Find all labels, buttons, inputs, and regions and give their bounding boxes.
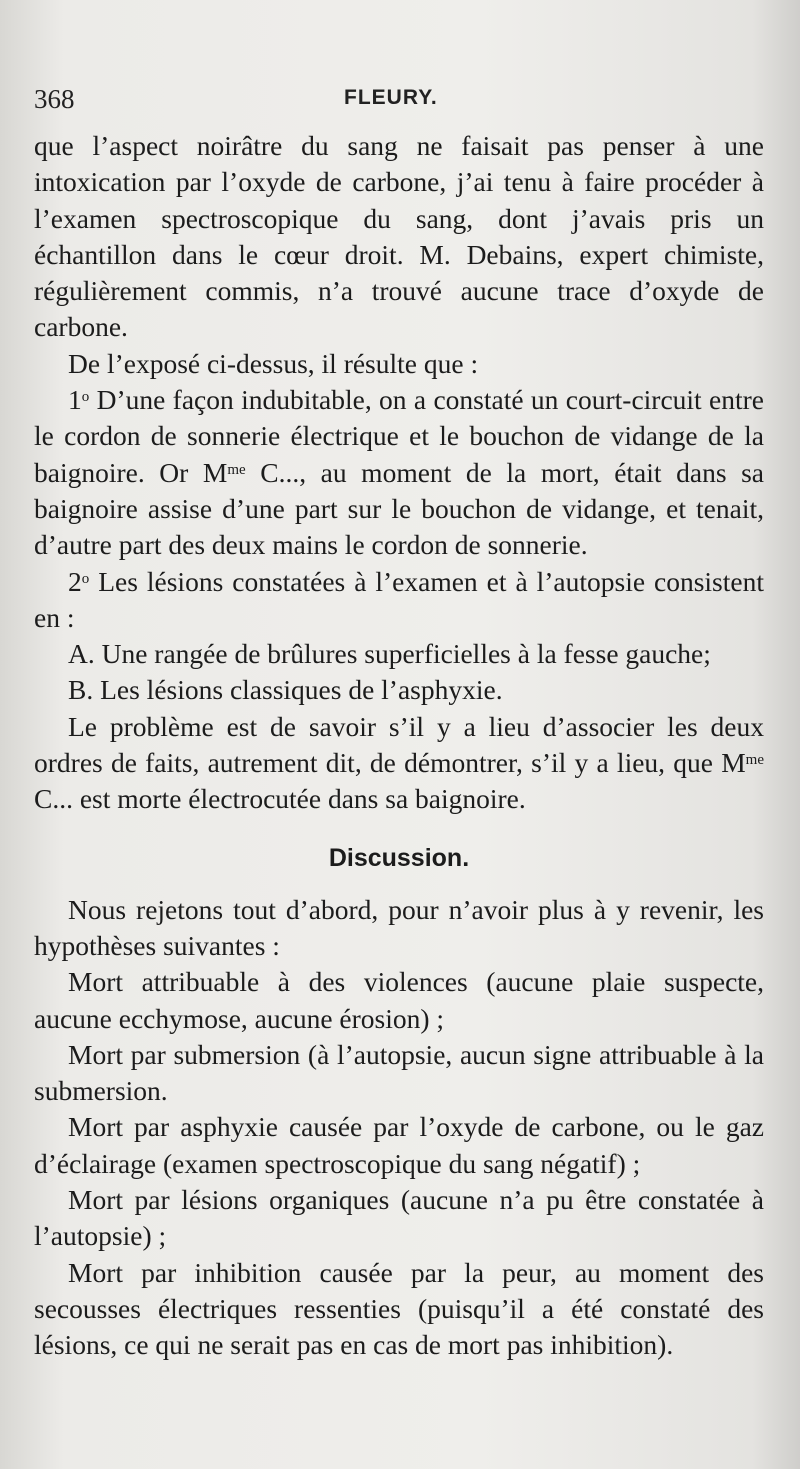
ordinal-marker: o [81,389,90,406]
list-item: A. Une rangée de brûlures superficielles à la fesse gauche; [68,638,711,670]
paragraph: Mort par submersion (à l’autopsie, aucun signe attribuable à la submersion. [34,1038,764,1107]
point-number: 2 [68,565,82,597]
section-heading: Discussion. [328,843,470,872]
body-text [34,128,764,1364]
paragraph: Mort par asphyxie causée par l’oxyde de carbone, ou le gaz d’éclairage (examen spectroscopique du sang négatif) ; [34,1111,764,1179]
point-number: 1 [68,384,82,416]
list-item: B. Les lésions classiques de l’asphyxie. [68,674,503,706]
numbered-point-1: 1$^o$ D’une façon indubitable, on a constaté un court-circuit entre le cordon de sonnerie électrique et le bouchon de vidange de la baignoire. Or $M^{me}$ C..., au moment de la mort, était dans sa baignoire assise d’une part sur le bouchon de vidange, et tenait, d’autre part des deux mains le cordon de sonnerie. [34,384,765,561]
page-header [34,84,764,124]
ordinal-marker: o [81,570,90,587]
paragraph: De l’exposé ci-dessus, il résulte que : [68,347,479,379]
paragraph: Mort attribuable à des violences (aucune plaie suspecte, aucune ecchymose, aucune érosion) ; [34,966,764,1034]
page-number: 368 [34,84,75,114]
running-title: FLEURY. [344,86,438,109]
paragraph: Mort par inhibition causée par la peur, au moment des secousses électriques ressenties (puisqu’il a été constaté des lésions, ce qui ne serait pas en cas de mort pas inhibition). [34,1256,764,1361]
paragraph: que l’aspect noirâtre du sang ne faisait pas penser à une intoxication par l’oxyde de carbone, j’ai tenu à faire procéder à l’examen spectroscopique du sang, dont j’avais pris un échantillon dans le cœur droit. M. Debains, expert chimiste, régulièrement commis, n’a trouvé aucune trace d’oxyde de carbone. [34,130,764,343]
paragraph: Mort par lésions organiques (aucune n’a pu être constatée à l’autopsie) ; [34,1184,764,1252]
numbered-point-2: 2$^o$ Les lésions constatées à l’examen et à l’autopsie consistent en : [34,565,764,633]
paragraph: Le problème est de savoir s’il y a lieu d’associer les deux ordres de faits, autrement dit, de démontrer, s’il y a lieu, que $M^{me}$ C... est morte électrocutée dans sa baignoire. [34,710,764,815]
paragraph: Nous rejetons tout d’abord, pour n’avoir plus à y revenir, les hypothèses suivantes : [34,893,764,961]
